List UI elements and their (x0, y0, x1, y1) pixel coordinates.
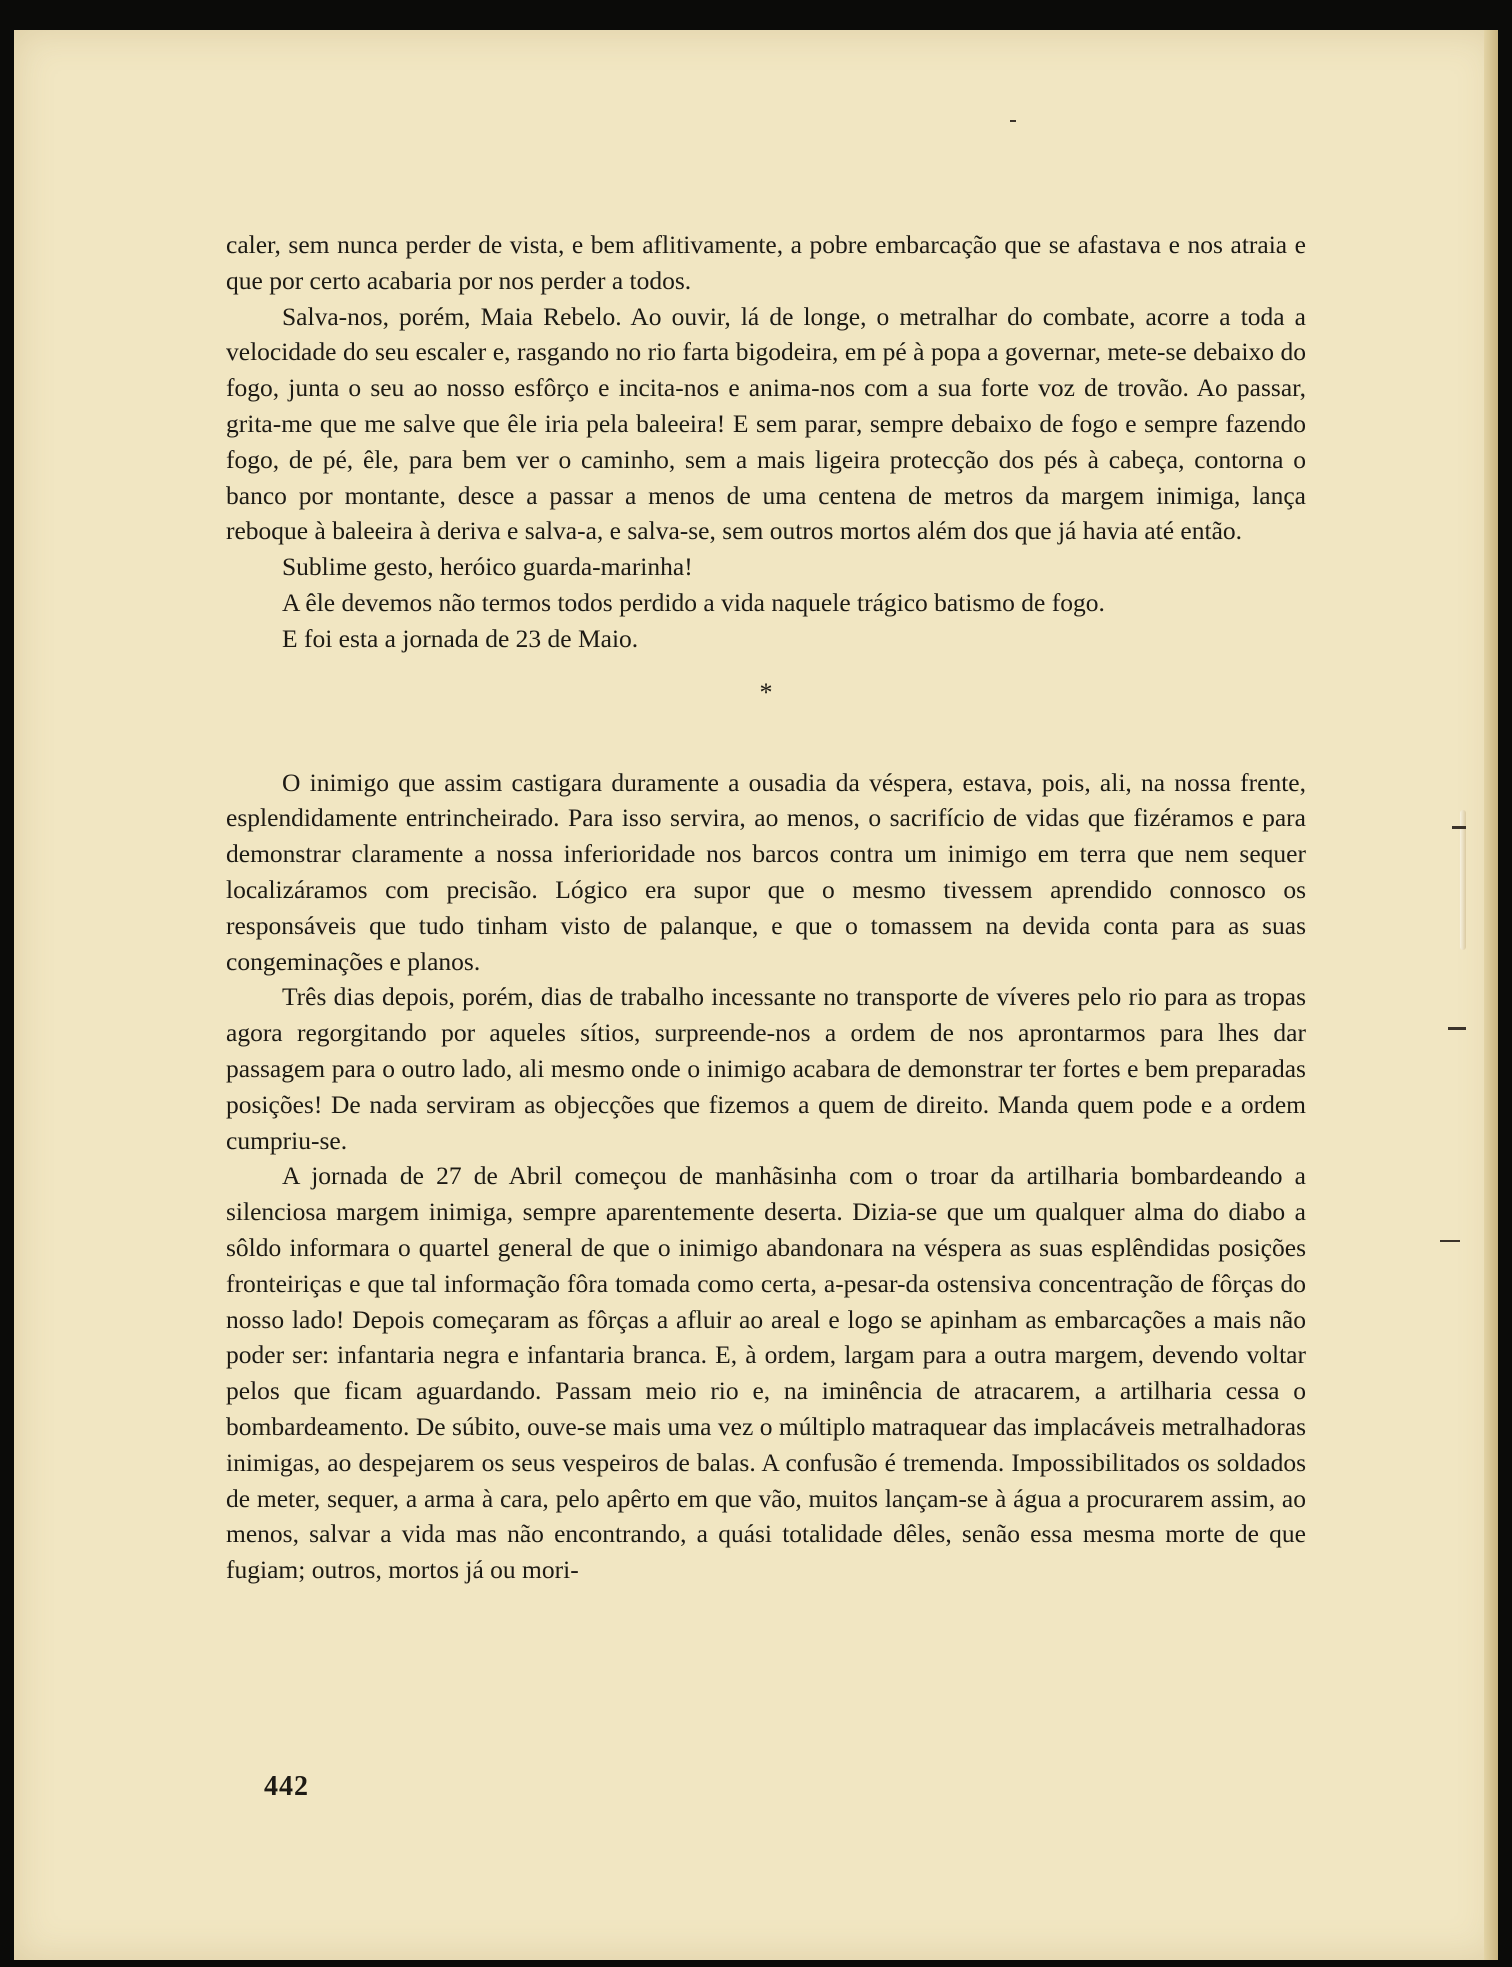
section-two (226, 765, 1306, 1588)
paragraph: O inimigo que assim castigara duramente a ousadia da véspera, estava, pois, ali, na nossa frente, esplendidamente entrincheirado. Para isso servira, ao menos, o sacrifício de vidas que fizéramos e para demonstrar claramente a nossa inferioridade nos barcos contra um inimigo em terra que nem sequer localizáramos com precisão. Lógico era supor que o mesmo tivessem aprendido connosco os responsáveis que tudo tinham visto de palanque, e que o tomassem na devida conta para as suas congeminações e planos. (226, 767, 1306, 976)
paragraph: Sublime gesto, heróico guarda-marinha! (282, 552, 693, 582)
paragraph: Três dias depois, porém, dias de trabalho incessante no transporte de víveres pelo rio para as tropas agora regorgitando por aqueles sítios, surpreende-nos a ordem de nos aprontarmos para lhes dar passagem para o outro lado, ali mesmo onde o inimigo acabara de demonstrar ter fortes e bem preparadas posições! De nada serviram as objecções que fizemos a quem de direito. Manda quem pode e a ordem cumpriu-se. (226, 982, 1306, 1155)
paragraph: A êle devemos não termos todos perdido a vida naquele trágico batismo de fogo. (282, 587, 1105, 617)
page-number: 442 (264, 1771, 309, 1802)
paragraph: E foi esta a jornada de 23 de Maio. (282, 623, 639, 653)
page-body (226, 227, 1306, 1588)
edge-mark (1010, 120, 1016, 122)
edge-mark (1448, 1027, 1466, 1030)
section-separator: * (759, 677, 773, 707)
book-page (14, 30, 1498, 1960)
edge-mark (1440, 1240, 1460, 1242)
paragraph: Salva-nos, porém, Maia Rebelo. Ao ouvir, lá de longe, o metralhar do combate, acorre a toda a velocidade do seu escaler e, rasgando no rio farta bigodeira, em pé à popa a governar, mete-se debaixo do fogo, junta o seu ao nosso esfôrço e incita-nos e anima-nos com a sua forte voz de trovão. Ao passar, grita-me que me salve que êle iria pela baleeira! E sem parar, sempre debaixo de fogo e sempre fazendo fogo, de pé, êle, para bem ver o caminho, sem a mais ligeira protecção dos pés à cabeça, contorna o banco por montante, desce a passar a menos de uma centena de metros da margem inimiga, lança reboque à baleeira à deriva e salva-a, e salva-se, sem outros mortos além dos que já havia até então. (226, 301, 1306, 546)
paragraph-continuation: caler, sem nunca perder de vista, e bem aflitivamente, a pobre embarcação que se afastava e nos atraia e que por certo acabaria por nos perder a todos. (226, 230, 1306, 295)
page-edge (1484, 30, 1498, 1960)
page-fold-mark (1460, 810, 1466, 950)
edge-mark (1452, 826, 1466, 829)
paragraph: A jornada de 27 de Abril começou de manhãsinha com o troar da artilharia bombardeando a silenciosa margem inimiga, sempre aparentemente deserta. Dizia-se que um qualquer alma do diabo a sôldo informara o quartel general de que o inimigo abandonara na véspera as suas esplêndidas posições fronteiriças e que tal informação fôra tomada como certa, a-pesar-da ostensiva concentração de fôrças do nosso lado! Depois começaram as fôrças a afluir ao areal e logo se apinham as embarcações a mais não poder ser: infantaria negra e infantaria branca. E, à ordem, largam para a outra margem, devendo voltar pelos que ficam aguardando. Passam meio rio e, na iminência de atracarem, a artilharia cessa o bombardeamento. De súbito, ouve-se mais uma vez o múltiplo matraquear das implacáveis metralhadoras inimigas, ao despejarem os seus vespeiros de balas. A confusão é tremenda. Impossibilitados os soldados de meter, sequer, a arma à cara, pelo apêrto em que vão, muitos lançam-se à água a procurarem assim, ao menos, salvar a vida mas não encontrando, a quási totalidade dêles, senão essa mesma morte de que fugiam; outros, mortos já ou mori- (226, 1161, 1306, 1585)
